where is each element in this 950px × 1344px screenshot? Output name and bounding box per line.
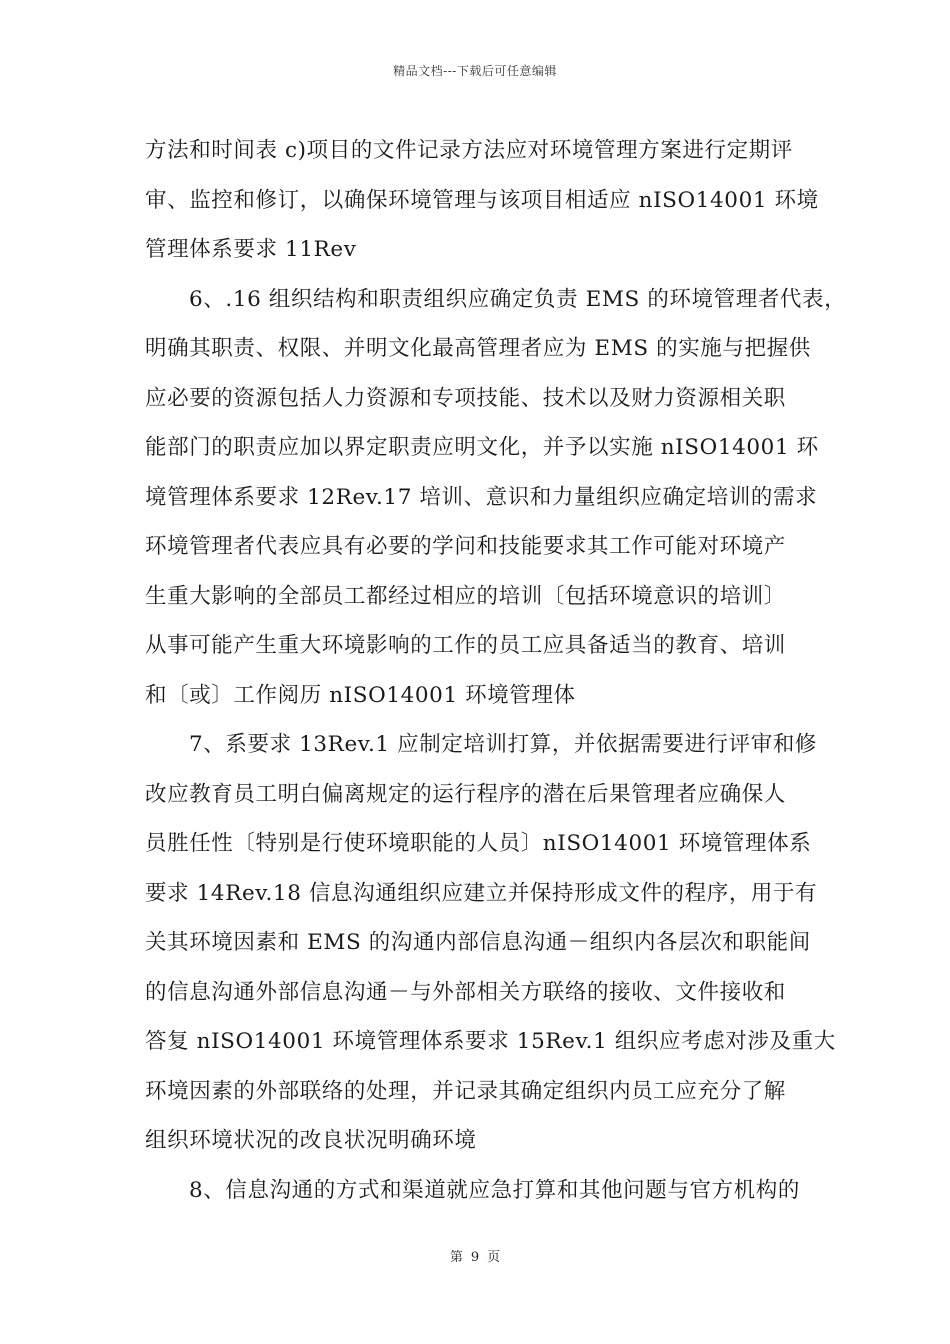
text-line: 环境因素的外部联络的处理，并记录其确定组织内员工应充分了解 bbox=[145, 1078, 786, 1104]
text-line: 7、系要求 13Rev.1 应制定培训打算，并依据需要进行评审和修 bbox=[189, 732, 818, 757]
paragraph-3 bbox=[145, 720, 836, 1166]
text-line: 6、.16 组织结构和职责组织应确定负责 EMS 的环境管理者代表， bbox=[189, 286, 847, 312]
page-header: 精品文档---下载后可任意编辑 bbox=[393, 64, 557, 78]
page-number-suffix: 页 bbox=[487, 1250, 501, 1265]
text-line: 能部门的职责应加以界定职责应明文化，并予以实施 nISO14001 环 bbox=[145, 435, 819, 460]
paragraph-4 bbox=[145, 1166, 815, 1216]
text-line: 境管理体系要求 12Rev.17 培训、意识和力量组织应确定培训的需求 bbox=[145, 484, 818, 510]
text-line: 组织环境状况的改良状况明确环境 bbox=[145, 1128, 477, 1153]
text-line: 明确其职责、权限、并明文化最高管理者应为 EMS 的实施与把握供 bbox=[145, 336, 811, 361]
text-line: 应必要的资源包括人力资源和专项技能、技术以及财力资源相关职 bbox=[145, 385, 786, 411]
text-line: 审、监控和修订，以确保环境管理与该项目相适应 nISO14001 环境 bbox=[145, 187, 819, 213]
text-line: 答复 nISO14001 环境管理体系要求 15Rev.1 组织应考虑对涉及重大 bbox=[145, 1029, 836, 1054]
page-footer bbox=[0, 1246, 950, 1265]
text-line: 的信息沟通外部信息沟通－与外部相关方联络的接收、文件接收和 bbox=[145, 979, 786, 1005]
text-line: 生重大影响的全部员工都经过相应的培训〔包括环境意识的培训〕 bbox=[145, 583, 786, 609]
paragraph-1 bbox=[145, 126, 819, 275]
text-line: 和〔或〕工作阅历 nISO14001 环境管理体 bbox=[145, 682, 576, 708]
paragraph-2 bbox=[145, 275, 847, 721]
text-line: 方法和时间表 c)项目的文件记录方法应对环境管理方案进行定期评 bbox=[145, 138, 793, 163]
text-line: 管理体系要求 11Rev bbox=[145, 237, 357, 262]
text-line: 从事可能产生重大环境影响的工作的员工应具备适当的教育、培训 bbox=[145, 633, 786, 658]
text-line: 要求 14Rev.18 信息沟通组织应建立并保持形成文件的程序，用于有 bbox=[145, 880, 818, 906]
text-line: 员胜任性〔特别是行使环境职能的人员〕nISO14001 环境管理体系 bbox=[145, 831, 812, 856]
text-line: 改应教育员工明白偏离规定的运行程序的潜在后果管理者应确保人 bbox=[145, 781, 786, 807]
text-line: 关其环境因素和 EMS 的沟通内部信息沟通－组织内各层次和职能间 bbox=[145, 930, 811, 955]
page-number: 9 bbox=[470, 1250, 480, 1265]
text-line: 环境管理者代表应具有必要的学问和技能要求其工作可能对环境产 bbox=[145, 534, 786, 559]
page-number-prefix: 第 bbox=[449, 1250, 463, 1265]
text-line: 8、信息沟通的方式和渠道就应急打算和其他问题与官方机构的 bbox=[189, 1177, 800, 1203]
document-body bbox=[145, 126, 847, 1215]
